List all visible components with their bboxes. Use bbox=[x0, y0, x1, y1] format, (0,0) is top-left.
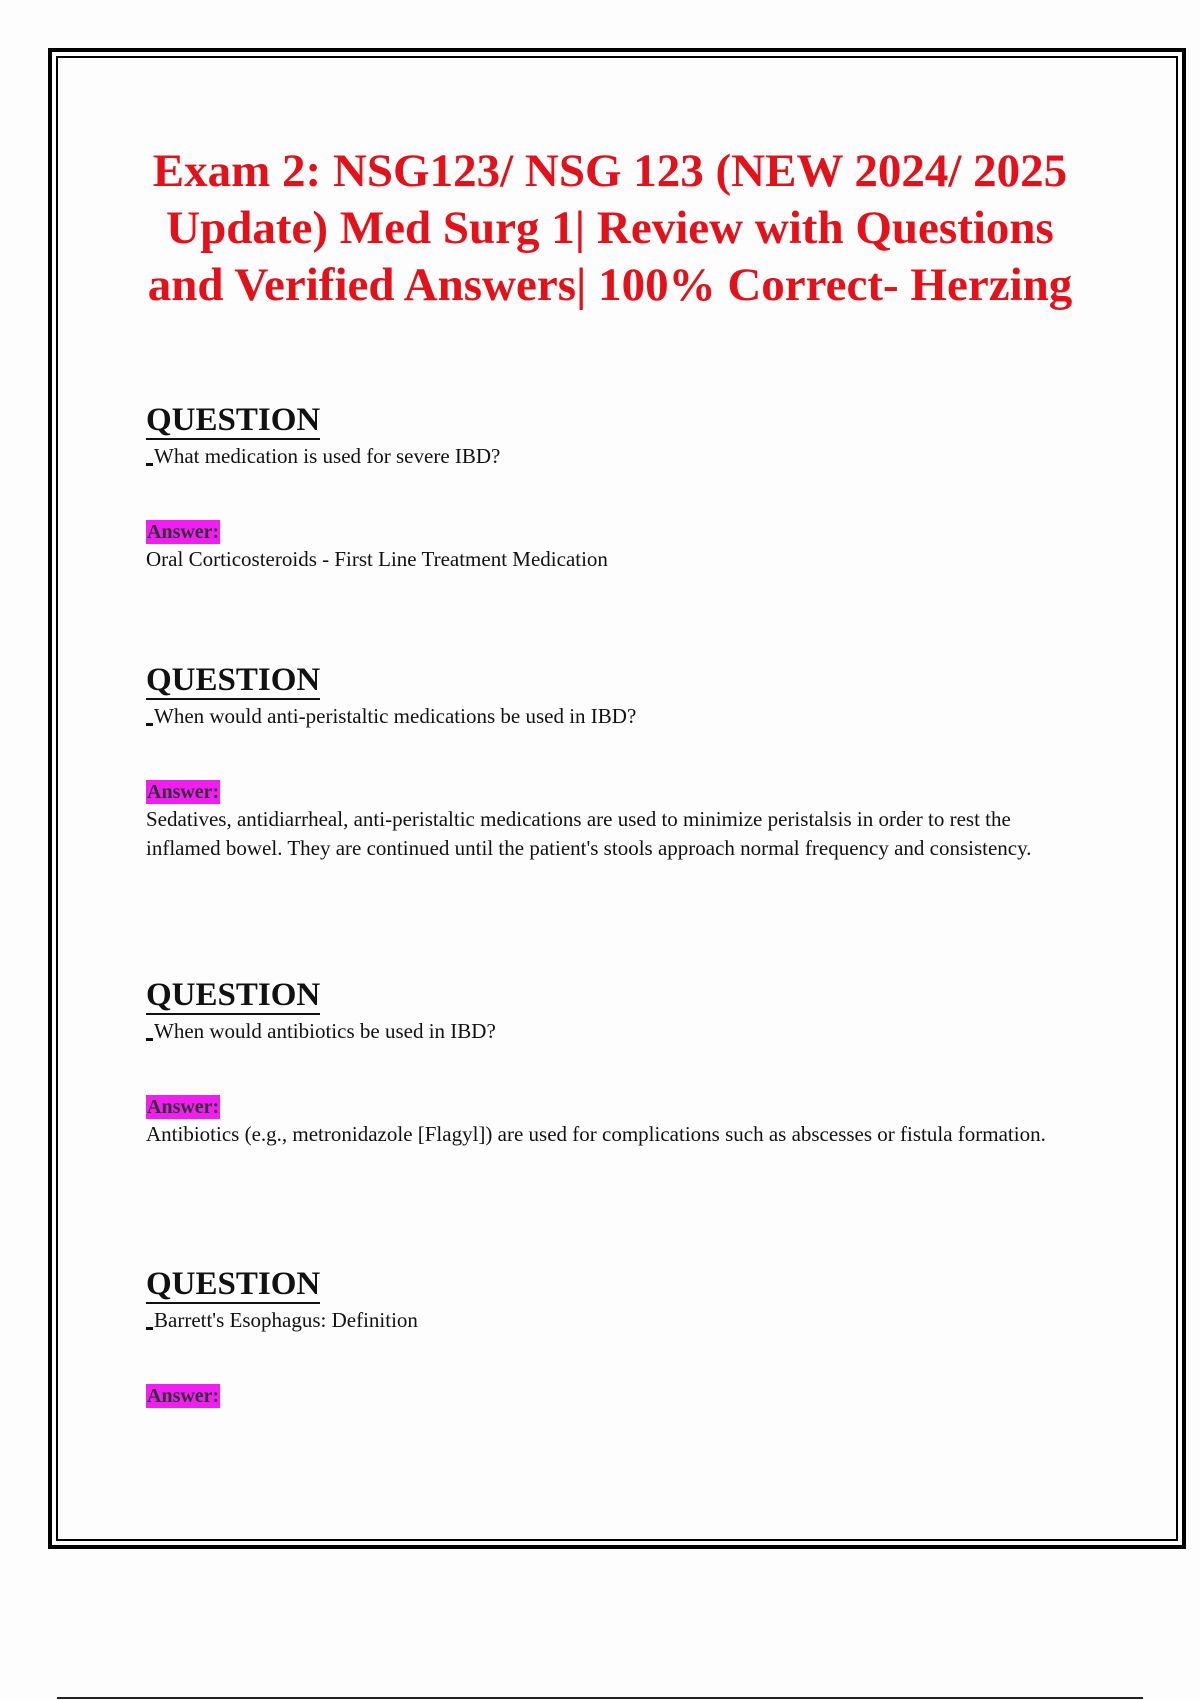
answer-label: Answer: bbox=[147, 1385, 220, 1407]
qa-item bbox=[146, 402, 1086, 574]
underscore-mark bbox=[146, 1038, 153, 1041]
question-text-value: When would antibiotics be used in IBD? bbox=[154, 1019, 496, 1043]
underscore-mark bbox=[146, 723, 153, 726]
document-title: Exam 2: NSG123/ NSG 123 (NEW 2024/ 2025 Update) Med Surg 1| Review with Questions and Verified Answers| 100% Correct- Herzing bbox=[147, 145, 1073, 311]
answer-label: Answer: bbox=[147, 521, 220, 543]
question-text-value: What medication is used for severe IBD? bbox=[154, 444, 501, 468]
question-text-value: Barrett's Esophagus: Definition bbox=[154, 1308, 418, 1332]
bottom-divider bbox=[57, 1697, 1143, 1699]
qa-item bbox=[146, 662, 1086, 862]
question-text bbox=[146, 442, 1086, 470]
underscore-mark bbox=[146, 1327, 153, 1330]
underscore-mark bbox=[146, 463, 153, 466]
answer-text: Sedatives, antidiarrheal, anti-peristaltic medications are used to minimize peristalsis in order to rest the inflamed bowel. They are continued until the patient's stools approach normal frequency and consistency. bbox=[146, 807, 1032, 860]
question-text bbox=[146, 1306, 1086, 1334]
question-heading: QUESTION bbox=[146, 1266, 321, 1302]
question-heading: QUESTION bbox=[146, 402, 321, 438]
question-text bbox=[146, 702, 1086, 730]
answer-text: Antibiotics (e.g., metronidazole [Flagyl]) are used for complications such as abscesses or fistula formation. bbox=[146, 1122, 1046, 1146]
answer-label: Answer: bbox=[147, 781, 220, 803]
answer-label: Answer: bbox=[147, 1096, 220, 1118]
qa-item bbox=[146, 977, 1086, 1149]
question-heading: QUESTION bbox=[146, 662, 321, 698]
answer-text: Oral Corticosteroids - First Line Treatment Medication bbox=[146, 547, 608, 571]
question-heading: QUESTION bbox=[146, 977, 321, 1013]
qa-item bbox=[146, 1266, 1086, 1409]
question-text bbox=[146, 1017, 1086, 1045]
question-text-value: When would anti-peristaltic medications be used in IBD? bbox=[154, 704, 637, 728]
